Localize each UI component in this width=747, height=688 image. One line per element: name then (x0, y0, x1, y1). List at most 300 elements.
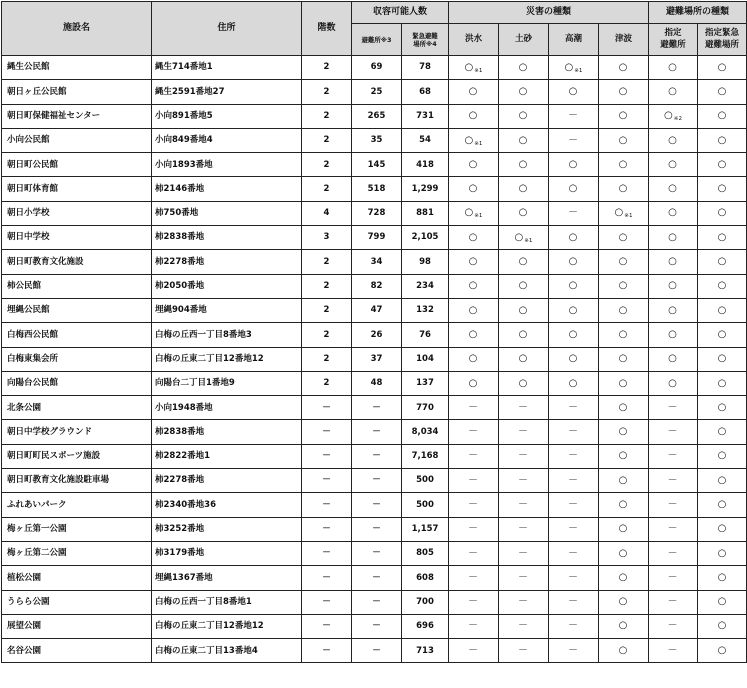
tsunami-cell-note: ※1 (624, 213, 633, 220)
emergency-capacity-cell: 7,168 (402, 444, 449, 468)
emergency-capacity-cell: 132 (402, 298, 449, 322)
tsunami-cell-mark: ○ (618, 158, 628, 170)
emergency-capacity-cell: 696 (402, 614, 449, 638)
tsunami-cell (599, 517, 649, 541)
tsunami-cell (599, 128, 649, 152)
emergency-capacity-cell: 8,034 (402, 420, 449, 444)
landslide-cell (499, 56, 549, 80)
tsunami-cell (599, 371, 649, 395)
floors-cell: － (302, 517, 352, 541)
designated-shelter-cell (649, 201, 698, 225)
facility-name: 朝日町保健福祉センター (2, 104, 152, 128)
tsunami-cell-mark: ○ (614, 207, 624, 219)
storm-surge-cell (549, 226, 599, 250)
storm-surge-cell-mark: － (568, 498, 579, 510)
landslide-cell-mark: ○ (518, 328, 528, 340)
emergency-capacity-cell: 418 (402, 153, 449, 177)
facility-address: 小向1893番地 (152, 153, 302, 177)
flood-cell-mark: ○ (464, 207, 474, 219)
designated-shelter-cell (649, 104, 698, 128)
designated-shelter-cell-mark: － (667, 474, 678, 486)
flood-cell-mark: ○ (468, 280, 478, 292)
flood-cell-mark: ○ (464, 134, 474, 146)
header-tsunami: 津波 (599, 24, 649, 56)
table-row (2, 469, 747, 493)
designated-emergency-cell-mark: ○ (717, 644, 727, 656)
flood-cell (449, 469, 499, 493)
designated-emergency-cell-mark: ○ (717, 207, 727, 219)
floors-cell: 2 (302, 250, 352, 274)
designated-shelter-cell (649, 420, 698, 444)
landslide-cell-mark: ○ (514, 231, 524, 243)
designated-emergency-cell-mark: ○ (717, 158, 727, 170)
designated-shelter-cell (649, 250, 698, 274)
storm-surge-cell-mark: － (568, 571, 579, 583)
landslide-cell-mark: ○ (518, 353, 528, 365)
designated-emergency-cell (698, 104, 747, 128)
flood-cell (449, 566, 499, 590)
emergency-capacity-cell: 770 (402, 396, 449, 420)
flood-cell-mark: － (468, 620, 479, 632)
facility-name: 朝日町体育館 (2, 177, 152, 201)
landslide-cell (499, 201, 549, 225)
shelter-capacity-cell: － (352, 420, 402, 444)
tsunami-cell-mark: ○ (618, 401, 628, 413)
facility-address: 白梅の丘東二丁目12番地12 (152, 614, 302, 638)
storm-surge-cell-mark: ○ (568, 353, 578, 365)
designated-emergency-cell (698, 347, 747, 371)
designated-shelter-cell-mark: ○ (664, 110, 673, 122)
designated-shelter-cell-mark: ○ (668, 304, 677, 316)
designated-shelter-cell-mark: － (667, 644, 678, 656)
emergency-capacity-cell: 1,299 (402, 177, 449, 201)
shelter-capacity-cell: － (352, 444, 402, 468)
designated-emergency-cell (698, 517, 747, 541)
facility-address: 白梅の丘東二丁目13番地4 (152, 639, 302, 663)
facility-name: 名谷公園 (2, 639, 152, 663)
designated-shelter-cell-mark: － (667, 498, 678, 510)
designated-shelter-cell-mark: ○ (668, 377, 677, 389)
table-row (2, 493, 747, 517)
tsunami-cell (599, 493, 649, 517)
floors-cell: 2 (302, 371, 352, 395)
table-header (2, 2, 747, 56)
flood-cell-note: ※1 (474, 140, 483, 147)
flood-cell (449, 298, 499, 322)
floors-cell: － (302, 566, 352, 590)
table-row (2, 250, 747, 274)
floors-cell: 2 (302, 323, 352, 347)
facility-address: 柿2278番地 (152, 250, 302, 274)
designated-emergency-cell (698, 639, 747, 663)
emergency-capacity-cell: 700 (402, 590, 449, 614)
designated-emergency-cell (698, 80, 747, 104)
landslide-cell-mark: ○ (518, 134, 528, 146)
emergency-capacity-cell: 137 (402, 371, 449, 395)
shelter-capacity-cell: － (352, 614, 402, 638)
storm-surge-cell (549, 420, 599, 444)
shelter-capacity-cell: 82 (352, 274, 402, 298)
flood-cell-mark: ○ (468, 304, 478, 316)
designated-emergency-cell (698, 566, 747, 590)
landslide-cell-mark: ○ (518, 304, 528, 316)
designated-shelter-cell (649, 80, 698, 104)
designated-shelter-cell (649, 347, 698, 371)
floors-cell: 2 (302, 274, 352, 298)
designated-shelter-cell (649, 444, 698, 468)
facility-name: 展望公園 (2, 614, 152, 638)
tsunami-cell-mark: ○ (618, 426, 628, 438)
designated-emergency-cell-mark: ○ (717, 256, 727, 268)
landslide-cell-mark: － (518, 547, 529, 559)
storm-surge-cell-mark: － (568, 474, 579, 486)
table-row (2, 56, 747, 80)
header-capacity-shelter: 避難所※3 (352, 24, 402, 56)
header-designated-emergency-line1: 指定緊急 (705, 28, 740, 39)
table-row (2, 201, 747, 225)
table-row (2, 153, 747, 177)
table-row (2, 226, 747, 250)
landslide-cell (499, 153, 549, 177)
landslide-cell (499, 250, 549, 274)
designated-shelter-cell-mark: ○ (668, 231, 677, 243)
designated-shelter-cell (649, 226, 698, 250)
designated-shelter-cell (649, 493, 698, 517)
emergency-capacity-cell: 731 (402, 104, 449, 128)
flood-cell (449, 250, 499, 274)
landslide-cell-mark: ○ (518, 61, 528, 73)
storm-surge-cell (549, 177, 599, 201)
flood-cell-mark: － (468, 596, 479, 608)
designated-shelter-cell-note: ※2 (673, 116, 683, 123)
designated-shelter-cell (649, 298, 698, 322)
designated-shelter-cell-mark: － (667, 547, 678, 559)
designated-emergency-cell-mark: ○ (717, 401, 727, 413)
facility-address: 白梅の丘西一丁目8番地1 (152, 590, 302, 614)
facility-name: 朝日町教育文化施設 (2, 250, 152, 274)
flood-cell (449, 201, 499, 225)
flood-cell (449, 396, 499, 420)
landslide-cell (499, 420, 549, 444)
floors-cell: 2 (302, 347, 352, 371)
facility-address: 埋縄1367番地 (152, 566, 302, 590)
header-address: 住所 (152, 2, 302, 56)
storm-surge-cell (549, 274, 599, 298)
emergency-capacity-cell: 805 (402, 541, 449, 565)
flood-cell-mark: ○ (468, 183, 478, 195)
flood-cell-mark: ○ (468, 377, 478, 389)
designated-emergency-cell-mark: ○ (717, 547, 727, 559)
tsunami-cell-mark: ○ (618, 498, 628, 510)
storm-surge-cell-mark: ○ (568, 304, 578, 316)
flood-cell-mark: － (468, 401, 479, 413)
facility-address: 縄生2591番地27 (152, 80, 302, 104)
table-row (2, 371, 747, 395)
designated-emergency-cell (698, 323, 747, 347)
designated-shelter-cell-mark: ○ (668, 134, 677, 146)
table-row (2, 639, 747, 663)
storm-surge-cell-mark: ○ (568, 256, 578, 268)
designated-shelter-cell (649, 396, 698, 420)
facility-address: 小向891番地5 (152, 104, 302, 128)
floors-cell: － (302, 639, 352, 663)
landslide-cell-mark: － (518, 498, 529, 510)
facility-address: 柿3179番地 (152, 541, 302, 565)
tsunami-cell-mark: ○ (618, 474, 628, 486)
tsunami-cell-mark: ○ (618, 547, 628, 559)
table-row (2, 590, 747, 614)
tsunami-cell-mark: ○ (618, 134, 628, 146)
header-designated-emergency-line2: 避難場所 (705, 39, 740, 50)
flood-cell (449, 347, 499, 371)
landslide-cell (499, 177, 549, 201)
facility-name: 植松公園 (2, 566, 152, 590)
tsunami-cell-mark: ○ (618, 256, 628, 268)
tsunami-cell-mark: ○ (618, 353, 628, 365)
storm-surge-cell-mark: － (568, 110, 579, 122)
header-capacity-emergency-line2: 場所※4 (413, 39, 437, 48)
designated-shelter-cell-mark: ○ (668, 207, 677, 219)
designated-emergency-cell-mark: ○ (717, 596, 727, 608)
shelter-capacity-cell: 35 (352, 128, 402, 152)
designated-emergency-cell (698, 493, 747, 517)
table-row (2, 541, 747, 565)
header-landslide: 土砂 (499, 24, 549, 56)
tsunami-cell-mark: ○ (618, 110, 628, 122)
flood-cell-mark: － (468, 547, 479, 559)
landslide-cell (499, 444, 549, 468)
designated-emergency-cell-mark: ○ (717, 183, 727, 195)
designated-emergency-cell (698, 177, 747, 201)
tsunami-cell (599, 469, 649, 493)
tsunami-cell-mark: ○ (618, 280, 628, 292)
emergency-capacity-cell: 500 (402, 493, 449, 517)
flood-cell (449, 639, 499, 663)
storm-surge-cell-mark: － (568, 450, 579, 462)
flood-cell (449, 420, 499, 444)
flood-cell (449, 226, 499, 250)
facility-address: 埋縄904番地 (152, 298, 302, 322)
storm-surge-cell-mark: － (568, 547, 579, 559)
designated-shelter-cell (649, 517, 698, 541)
table-row (2, 396, 747, 420)
flood-cell-mark: － (468, 498, 479, 510)
tsunami-cell-mark: ○ (618, 620, 628, 632)
landslide-cell (499, 469, 549, 493)
storm-surge-cell-mark: － (568, 644, 579, 656)
facility-address: 柿2146番地 (152, 177, 302, 201)
designated-emergency-cell (698, 226, 747, 250)
designated-emergency-cell (698, 614, 747, 638)
flood-cell-note: ※1 (474, 213, 483, 220)
facility-address: 柿2278番地 (152, 469, 302, 493)
landslide-cell (499, 323, 549, 347)
landslide-cell (499, 614, 549, 638)
landslide-cell-mark: － (518, 571, 529, 583)
flood-cell (449, 274, 499, 298)
table-row (2, 566, 747, 590)
landslide-cell (499, 128, 549, 152)
floors-cell: － (302, 396, 352, 420)
tsunami-cell-mark: ○ (618, 450, 628, 462)
storm-surge-cell (549, 298, 599, 322)
facility-name: 梅ヶ丘第一公園 (2, 517, 152, 541)
shelter-capacity-cell: 26 (352, 323, 402, 347)
storm-surge-cell (549, 566, 599, 590)
landslide-cell-mark: － (518, 620, 529, 632)
facility-name: 朝日町公民館 (2, 153, 152, 177)
shelter-capacity-cell: 728 (352, 201, 402, 225)
evacuation-facility-table (1, 1, 747, 663)
tsunami-cell-mark: ○ (618, 85, 628, 97)
landslide-cell-mark: － (518, 644, 529, 656)
designated-shelter-cell-mark: － (667, 523, 678, 535)
designated-emergency-cell-mark: ○ (717, 231, 727, 243)
facility-name: 朝日中学校グラウンド (2, 420, 152, 444)
emergency-capacity-cell: 2,105 (402, 226, 449, 250)
shelter-capacity-cell: 25 (352, 80, 402, 104)
table-row (2, 298, 747, 322)
tsunami-cell-mark: ○ (618, 183, 628, 195)
landslide-cell-mark: ○ (518, 158, 528, 170)
emergency-capacity-cell: 104 (402, 347, 449, 371)
landslide-cell (499, 396, 549, 420)
table-row (2, 80, 747, 104)
flood-cell (449, 541, 499, 565)
designated-emergency-cell (698, 128, 747, 152)
shelter-capacity-cell: － (352, 493, 402, 517)
designated-shelter-cell (649, 153, 698, 177)
table-row (2, 517, 747, 541)
storm-surge-cell-mark: － (568, 523, 579, 535)
flood-cell (449, 323, 499, 347)
designated-emergency-cell (698, 56, 747, 80)
flood-cell (449, 80, 499, 104)
emergency-capacity-cell: 500 (402, 469, 449, 493)
shelter-capacity-cell: 145 (352, 153, 402, 177)
tsunami-cell (599, 80, 649, 104)
header-floors: 階数 (302, 2, 352, 56)
designated-shelter-cell-mark: － (667, 571, 678, 583)
tsunami-cell (599, 201, 649, 225)
landslide-cell (499, 517, 549, 541)
flood-cell-mark: － (468, 426, 479, 438)
designated-shelter-cell-mark: ○ (668, 353, 677, 365)
designated-emergency-cell (698, 201, 747, 225)
landslide-cell-mark: ○ (518, 280, 528, 292)
floors-cell: 3 (302, 226, 352, 250)
tsunami-cell-mark: ○ (618, 377, 628, 389)
tsunami-cell (599, 226, 649, 250)
shelter-capacity-cell: － (352, 469, 402, 493)
emergency-capacity-cell: 881 (402, 201, 449, 225)
facility-name: 白梅東集会所 (2, 347, 152, 371)
emergency-capacity-cell: 234 (402, 274, 449, 298)
landslide-cell (499, 590, 549, 614)
storm-surge-cell (549, 590, 599, 614)
storm-surge-cell (549, 639, 599, 663)
flood-cell-note: ※1 (474, 67, 483, 74)
header-capacity-emergency-line1: 緊急避難 (412, 31, 438, 40)
storm-surge-cell-mark: ○ (568, 377, 578, 389)
facility-name: 小向公民館 (2, 128, 152, 152)
storm-surge-cell (549, 469, 599, 493)
facility-address: 縄生714番地1 (152, 56, 302, 80)
shelter-capacity-cell: 799 (352, 226, 402, 250)
designated-emergency-cell-mark: ○ (717, 353, 727, 365)
table-row (2, 614, 747, 638)
landslide-cell (499, 298, 549, 322)
storm-surge-cell (549, 493, 599, 517)
storm-surge-cell-mark: ○ (568, 85, 578, 97)
facility-address: 白梅の丘東二丁目12番地12 (152, 347, 302, 371)
designated-emergency-cell (698, 590, 747, 614)
storm-surge-cell (549, 444, 599, 468)
flood-cell-mark: ○ (468, 353, 478, 365)
flood-cell (449, 56, 499, 80)
floors-cell: － (302, 420, 352, 444)
landslide-cell-mark: － (518, 474, 529, 486)
emergency-capacity-cell: 713 (402, 639, 449, 663)
facility-address: 向陽台二丁目1番地9 (152, 371, 302, 395)
storm-surge-cell (549, 128, 599, 152)
storm-surge-cell (549, 396, 599, 420)
header-name: 施設名 (2, 2, 152, 56)
facility-name: 縄生公民館 (2, 56, 152, 80)
designated-shelter-cell (649, 56, 698, 80)
tsunami-cell-mark: ○ (618, 644, 628, 656)
shelter-capacity-cell: － (352, 639, 402, 663)
facility-name: 白梅西公民館 (2, 323, 152, 347)
tsunami-cell (599, 153, 649, 177)
designated-emergency-cell-mark: ○ (717, 377, 727, 389)
facility-address: 柿2340番地36 (152, 493, 302, 517)
shelter-capacity-cell: － (352, 517, 402, 541)
landslide-cell-mark: － (518, 450, 529, 462)
floors-cell: － (302, 614, 352, 638)
designated-emergency-cell-mark: ○ (717, 450, 727, 462)
storm-surge-cell-mark: ○ (568, 231, 578, 243)
designated-shelter-cell-mark: ○ (668, 328, 677, 340)
facility-name: 朝日中学校 (2, 226, 152, 250)
landslide-cell-mark: ○ (518, 110, 528, 122)
table-row (2, 420, 747, 444)
designated-shelter-cell-mark: ○ (668, 280, 677, 292)
landslide-cell (499, 566, 549, 590)
designated-emergency-cell (698, 250, 747, 274)
storm-surge-cell-note: ※1 (574, 67, 583, 74)
facility-name: 埋縄公民館 (2, 298, 152, 322)
shelter-capacity-cell: － (352, 396, 402, 420)
shelter-capacity-cell: 37 (352, 347, 402, 371)
tsunami-cell (599, 274, 649, 298)
designated-shelter-cell (649, 639, 698, 663)
table-row (2, 128, 747, 152)
header-designated-shelter (649, 24, 698, 56)
flood-cell (449, 614, 499, 638)
storm-surge-cell-mark: － (568, 426, 579, 438)
designated-emergency-cell-mark: ○ (717, 134, 727, 146)
table-row (2, 323, 747, 347)
tsunami-cell (599, 566, 649, 590)
storm-surge-cell (549, 541, 599, 565)
designated-shelter-cell (649, 128, 698, 152)
landslide-cell (499, 80, 549, 104)
facility-address: 柿750番地 (152, 201, 302, 225)
flood-cell (449, 128, 499, 152)
designated-shelter-cell-mark: － (667, 596, 678, 608)
floors-cell: 2 (302, 80, 352, 104)
